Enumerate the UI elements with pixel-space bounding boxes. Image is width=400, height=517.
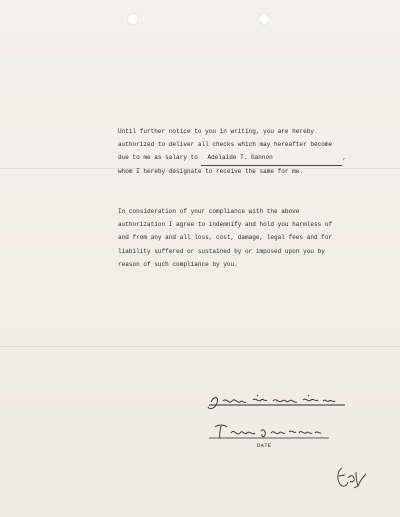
handwritten-initials-mark bbox=[330, 458, 370, 498]
punch-hole-left bbox=[127, 13, 139, 25]
text-line: Until further notice to you in writing, you are hereby bbox=[118, 128, 314, 135]
authorization-paragraph bbox=[118, 125, 380, 178]
text-line: authorized to deliver all checks which may hereafter become bbox=[118, 141, 333, 149]
fold-crease bbox=[0, 346, 400, 347]
handwritten-date bbox=[205, 421, 335, 443]
punch-hole-right bbox=[258, 13, 270, 25]
text-line: In consideration of your compliance with the above bbox=[118, 208, 300, 215]
payee-name-field bbox=[201, 151, 342, 165]
payee-name: Adelaide T. Gannon bbox=[207, 154, 273, 162]
handwritten-signature bbox=[205, 392, 350, 416]
salary-line bbox=[118, 151, 380, 164]
text-line: liability suffered or sustained by or imposed upon you by bbox=[118, 247, 325, 255]
text-line: reason of such compliance by you. bbox=[118, 260, 238, 268]
text-line: authorization I agree to indemnify and hold you harmless of bbox=[118, 221, 333, 229]
text-line: and from any and all loss, cost, damage, legal fees and for bbox=[118, 234, 333, 242]
indemnity-paragraph bbox=[118, 205, 380, 271]
date-caption: DATE bbox=[257, 442, 272, 449]
salary-suffix: , bbox=[342, 154, 347, 162]
salary-prefix: due to me as salary to bbox=[118, 154, 198, 162]
text-line: whom I hereby designate to receive the same for me. bbox=[118, 167, 304, 175]
